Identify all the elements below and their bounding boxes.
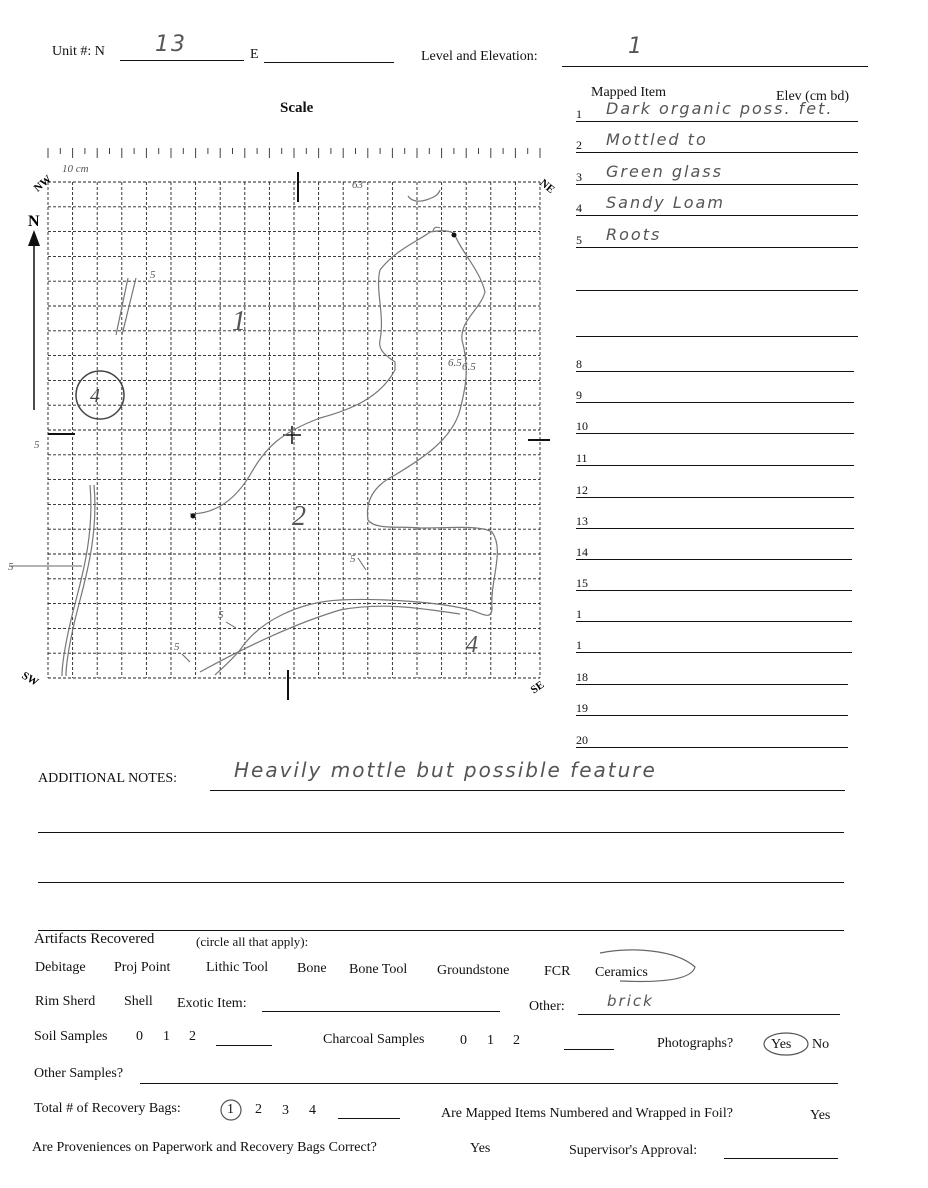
elev-mark: 5: [150, 269, 156, 281]
scale-note: 10 cm: [62, 163, 89, 175]
elev-mark: 5: [218, 609, 224, 621]
mapped-row-line[interactable]: [576, 290, 858, 291]
charcoal-samples-line[interactable]: [564, 1049, 614, 1050]
scale-label: Scale: [280, 100, 314, 116]
photographs-yes[interactable]: Yes: [771, 1037, 792, 1052]
mapped-row-number: 10: [576, 419, 588, 433]
corner-ne-label: NE: [537, 177, 557, 197]
notes-value[interactable]: Heavily mottle but possible feature: [234, 758, 657, 782]
circled-item-4: 4: [90, 385, 100, 407]
elev-header: Elev (cm bd): [776, 89, 850, 104]
mapped-row-number: 5: [576, 233, 582, 247]
elev-mark: 5: [174, 641, 180, 653]
corner-nw-label: NW: [31, 173, 55, 195]
soil-option-0[interactable]: 0: [136, 1029, 143, 1044]
bags-option-1-circle: [218, 1097, 244, 1123]
elev-mark: 63: [352, 179, 363, 191]
provenience-label: Are Proveniences on Paperwork and Recovery Bags Correct?: [32, 1140, 377, 1155]
photographs-label: Photographs?: [657, 1036, 734, 1051]
mapped-row-line[interactable]: [576, 465, 854, 466]
unit-n-label: Unit #: N: [52, 44, 105, 59]
north-arrow-head: [28, 230, 40, 246]
bags-option-2[interactable]: 2: [255, 1102, 262, 1117]
elev-mark: 6.5: [462, 361, 476, 373]
notes-label: ADDITIONAL NOTES:: [38, 771, 178, 786]
supervisor-label: Supervisor's Approval:: [569, 1143, 698, 1158]
mapped-row-number: 20: [576, 733, 588, 747]
mapped-row-line[interactable]: [576, 497, 854, 498]
option-groundstone[interactable]: Groundstone: [437, 963, 510, 978]
unit-n-value[interactable]: 13: [155, 32, 187, 57]
mapped-row-value[interactable]: Mottled to: [606, 130, 708, 149]
elev-tick-b: [226, 622, 236, 628]
unit-map[interactable]: [0, 130, 560, 720]
mapped-row-line[interactable]: [576, 528, 854, 529]
provenience-yes[interactable]: Yes: [470, 1141, 491, 1156]
elev-mark: 5: [34, 439, 40, 451]
mapped-row-line[interactable]: [576, 559, 852, 560]
bags-option-4[interactable]: 4: [309, 1103, 316, 1118]
unit-n-line: [120, 60, 244, 61]
mapped-row-number: 2: [576, 138, 582, 152]
option-fcr[interactable]: FCR: [544, 964, 571, 979]
option-bone[interactable]: Bone: [297, 961, 327, 976]
mapped-row-line[interactable]: [576, 621, 852, 622]
mapped-row-value[interactable]: Roots: [606, 225, 662, 244]
mapped-row-number: 18: [576, 670, 588, 684]
supervisor-line[interactable]: [724, 1158, 838, 1159]
soil-samples-line[interactable]: [216, 1045, 272, 1046]
mapped-row-line[interactable]: [576, 747, 848, 748]
soil-option-2[interactable]: 2: [189, 1029, 196, 1044]
mapped-row-value[interactable]: Dark organic poss. fet.: [606, 99, 834, 118]
north-label: N: [28, 213, 40, 230]
mapped-row-line[interactable]: [576, 590, 852, 591]
mapped-row-line[interactable]: [576, 371, 854, 372]
elevation-marks: [8, 179, 476, 653]
mapped-row-number: 12: [576, 483, 588, 497]
mapped-row-number: 13: [576, 514, 588, 528]
mapped-row-line[interactable]: [576, 121, 858, 122]
mapped-row-value[interactable]: Green glass: [606, 162, 723, 181]
elev-tick-c: [182, 654, 190, 662]
artifacts-instruction: (circle all that apply):: [196, 934, 309, 949]
mapped-row-line[interactable]: [576, 715, 848, 716]
mapped-item-header: Mapped Item: [591, 85, 667, 100]
mapped-row-value[interactable]: Sandy Loam: [606, 193, 725, 212]
level-line: [562, 66, 868, 67]
mapped-wrapped-yes[interactable]: Yes: [810, 1108, 831, 1123]
mapped-row-number: 3: [576, 170, 582, 184]
mapped-row-line[interactable]: [576, 684, 848, 685]
notes-line-3[interactable]: [38, 882, 844, 883]
option-ceramics[interactable]: Ceramics: [595, 965, 648, 980]
option-lithic-tool[interactable]: Lithic Tool: [206, 960, 269, 975]
notes-line-2[interactable]: [38, 832, 844, 833]
other-label: Other:: [529, 999, 565, 1014]
mapped-row-number: 1: [576, 607, 582, 621]
recovery-bags-label: Total # of Recovery Bags:: [34, 1101, 181, 1116]
other-value[interactable]: brick: [607, 992, 654, 1010]
mapped-row-number: 19: [576, 701, 588, 715]
circled-item-outline: [76, 371, 124, 419]
e-line: [264, 62, 394, 63]
charcoal-option-1[interactable]: 1: [487, 1033, 494, 1048]
mapped-row-line[interactable]: [576, 152, 858, 153]
option-debitage[interactable]: Debitage: [35, 960, 86, 975]
feature-point: [191, 514, 196, 519]
zone-label-1: 1: [232, 306, 246, 337]
mapped-row-line[interactable]: [576, 402, 854, 403]
mapped-row-number: 1: [576, 638, 582, 652]
mapped-row-line[interactable]: [576, 184, 858, 185]
feature-point-top: [452, 233, 457, 238]
corner-se-label: SE: [528, 678, 547, 697]
option-proj-point[interactable]: Proj Point: [114, 960, 171, 975]
charcoal-samples-label: Charcoal Samples: [323, 1032, 425, 1047]
zone-label-2: 2: [292, 501, 306, 532]
exotic-item-line[interactable]: [262, 1011, 500, 1012]
soil-samples-label: Soil Samples: [34, 1029, 108, 1044]
corner-sw-label: SW: [19, 669, 41, 689]
photographs-yes-circle: [762, 1030, 812, 1058]
mapped-row-number: 11: [576, 451, 588, 465]
elev-mark: 5: [350, 553, 356, 565]
mapped-row-number: 8: [576, 357, 582, 371]
charcoal-option-0[interactable]: 0: [460, 1033, 467, 1048]
elev-tick-a: [358, 558, 366, 570]
bags-option-3[interactable]: 3: [282, 1103, 289, 1118]
level-value[interactable]: 1: [628, 34, 644, 59]
charcoal-option-2[interactable]: 2: [513, 1033, 520, 1048]
mapped-row-number: 14: [576, 545, 588, 559]
top-ruler-ticks: [48, 148, 540, 158]
feature-outlines: [62, 190, 497, 676]
level-label: Level and Elevation:: [421, 49, 538, 64]
other-line[interactable]: [578, 1014, 840, 1015]
mapped-row-line[interactable]: [576, 652, 852, 653]
mapped-row-line[interactable]: [576, 433, 854, 434]
notes-line-1[interactable]: [210, 790, 845, 791]
elev-mark: 6.5: [448, 357, 462, 369]
mapped-row-line[interactable]: [576, 247, 858, 248]
bags-option-1[interactable]: 1: [227, 1102, 234, 1117]
photographs-no[interactable]: No: [812, 1037, 830, 1052]
recovery-bags-line[interactable]: [338, 1118, 400, 1119]
mapped-wrapped-label: Are Mapped Items Numbered and Wrapped in Foil?: [441, 1106, 733, 1121]
mapped-row-number: 1: [576, 107, 582, 121]
option-bone-tool[interactable]: Bone Tool: [349, 962, 408, 977]
mapped-row-number: 15: [576, 576, 588, 590]
option-shell[interactable]: Shell: [124, 994, 153, 1009]
option-rim-sherd[interactable]: Rim Sherd: [35, 994, 96, 1009]
exotic-item-label: Exotic Item:: [177, 996, 247, 1011]
mapped-row-number: 9: [576, 388, 582, 402]
artifacts-title: Artifacts Recovered: [34, 931, 155, 947]
mapped-row-line[interactable]: [576, 215, 858, 216]
soil-option-1[interactable]: 1: [163, 1029, 170, 1044]
notes-line-4[interactable]: [38, 930, 844, 931]
mapped-row-line[interactable]: [576, 336, 858, 337]
mapped-row-number: 4: [576, 201, 582, 215]
e-label: E: [250, 47, 259, 62]
other-samples-label: Other Samples?: [34, 1066, 124, 1081]
other-samples-line[interactable]: [140, 1083, 838, 1084]
zone-label-4: 4: [466, 632, 478, 658]
ceramics-circle-mark: [580, 945, 700, 990]
elev-mark: 5: [8, 561, 14, 573]
